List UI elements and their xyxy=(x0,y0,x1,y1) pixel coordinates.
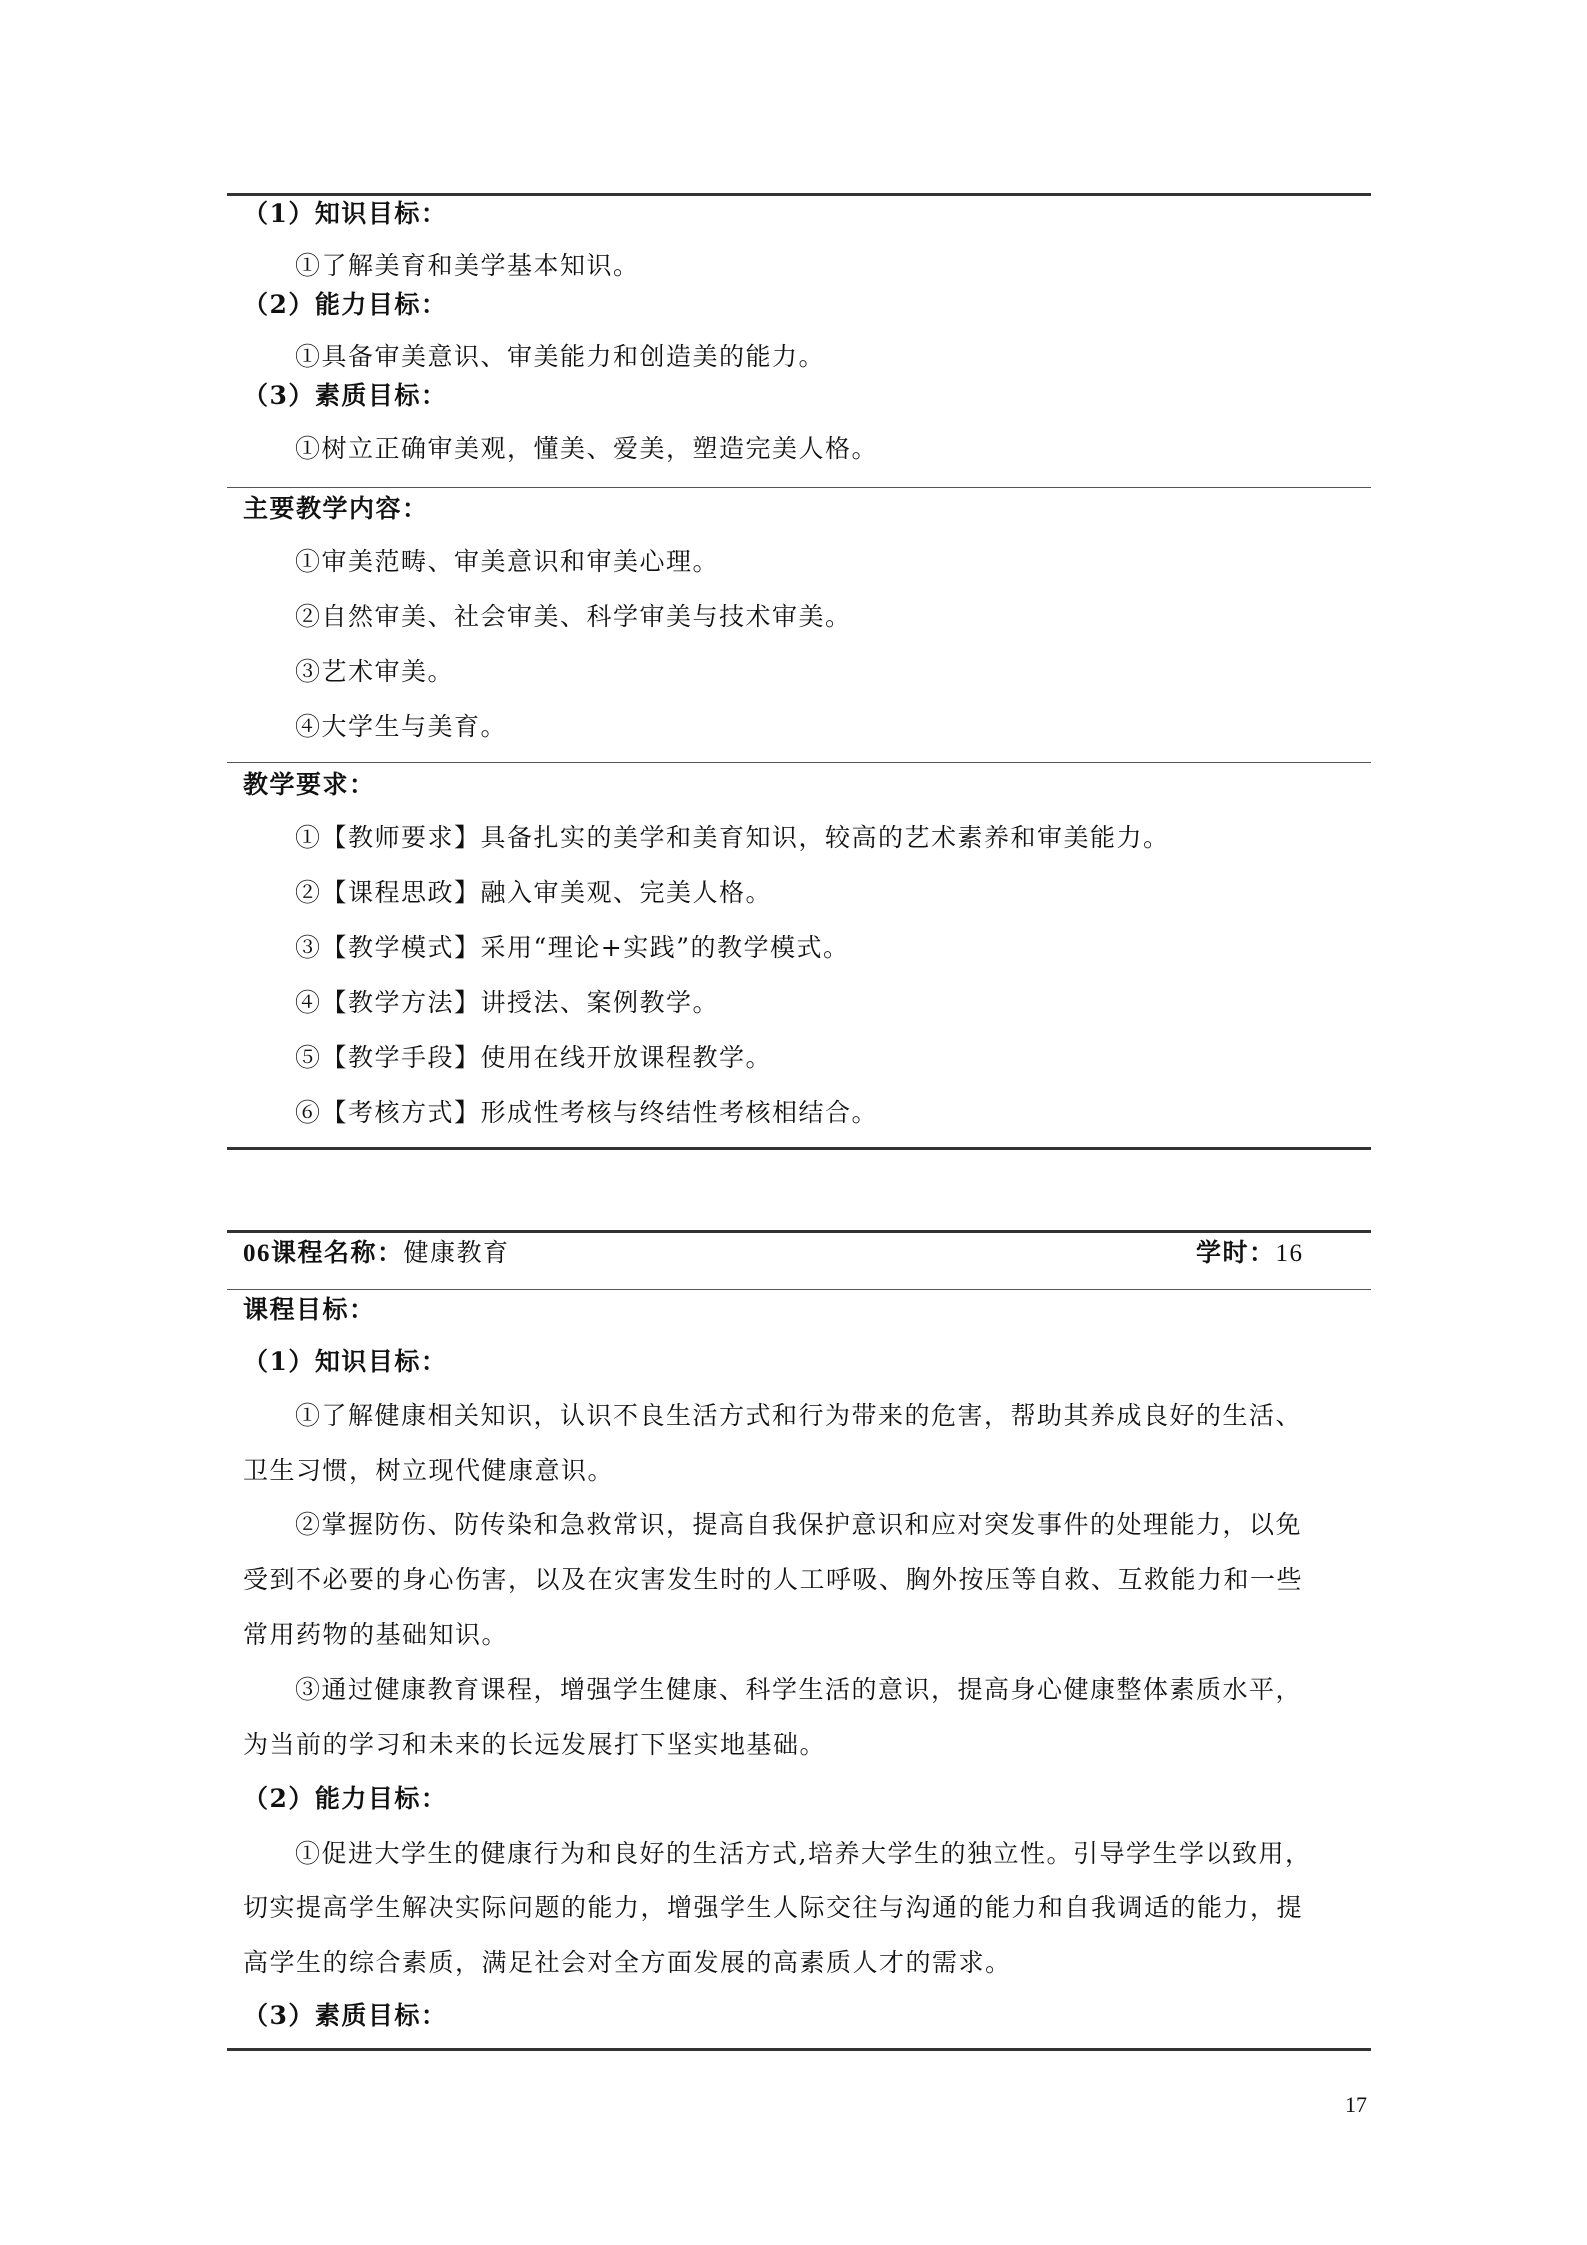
knowledge-paragraph-line: ③通过健康教育课程，增强学生健康、科学生活的意识，提高身心健康整体素质水平， xyxy=(295,1675,1303,1704)
course-title-row xyxy=(243,1237,1363,1270)
knowledge-paragraph-line: ②掌握防伤、防传染和急救常识，提高自我保护意识和应对突发事件的处理能力，以免 xyxy=(295,1510,1303,1539)
ability-objective-heading: （2）能力目标： xyxy=(243,290,448,319)
teaching-requirements-heading: 教学要求： xyxy=(243,770,376,799)
main-content-heading: 主要教学内容： xyxy=(243,494,429,523)
ability-paragraph-line: ①促进大学生的健康行为和良好的生活方式,培养大学生的独立性。引导学生学以致用， xyxy=(295,1839,1312,1868)
table-bottom-rule xyxy=(227,2048,1371,2051)
knowledge-objective-heading: （1）知识目标： xyxy=(243,199,448,228)
requirement-item: ⑤【教学手段】使用在线开放课程教学。 xyxy=(295,1043,773,1072)
content-item: ③艺术审美。 xyxy=(295,657,455,686)
knowledge-paragraph-line: 受到不必要的身心伤害，以及在灾害发生时的人工呼吸、胸外按压等自救、互救能力和一些 xyxy=(243,1565,1304,1594)
section-divider xyxy=(227,762,1371,763)
knowledge-objective-heading: （1）知识目标： xyxy=(243,1347,448,1376)
course-hours xyxy=(1196,1237,1304,1270)
table-bottom-rule xyxy=(227,1147,1371,1150)
knowledge-objective-item: ①了解美育和美学基本知识。 xyxy=(295,251,640,280)
course-name: 健康教育 xyxy=(403,1238,510,1267)
course-table-health-education xyxy=(227,1230,1371,2030)
knowledge-paragraph-line: 为当前的学习和未来的长远发展打下坚实地基础。 xyxy=(243,1730,827,1759)
requirement-item: ①【教师要求】具备扎实的美学和美育知识，较高的艺术素养和审美能力。 xyxy=(295,823,1170,852)
requirement-item: ③【教学模式】采用“理论+实践”的教学模式。 xyxy=(295,933,850,962)
table-top-rule xyxy=(227,1230,1371,1233)
knowledge-paragraph-line: 常用药物的基础知识。 xyxy=(243,1620,509,1649)
ability-paragraph-line: 切实提高学生解决实际问题的能力，增强学生人际交往与沟通的能力和自我调适的能力，提 xyxy=(243,1893,1304,1922)
quality-objective-item: ①树立正确审美观，懂美、爱美，塑造完美人格。 xyxy=(295,434,879,463)
course-table-aesthetics xyxy=(227,193,1371,1153)
section-divider xyxy=(227,487,1371,488)
quality-objective-heading: （3）素质目标： xyxy=(243,381,448,410)
quality-objective-heading: （3）素质目标： xyxy=(243,2001,448,2030)
hours-value: 16 xyxy=(1275,1240,1304,1267)
content-item: ②自然审美、社会审美、科学审美与技术审美。 xyxy=(295,602,852,631)
knowledge-paragraph-line: 卫生习惯，树立现代健康意识。 xyxy=(243,1456,615,1485)
section-divider xyxy=(227,1289,1371,1290)
course-number: 06 xyxy=(243,1240,271,1267)
content-item: ①审美范畴、审美意识和审美心理。 xyxy=(295,547,720,576)
ability-objective-heading: （2）能力目标： xyxy=(243,1784,448,1813)
ability-objective-item: ①具备审美意识、审美能力和创造美的能力。 xyxy=(295,342,826,371)
content-item: ④大学生与美育。 xyxy=(295,712,508,741)
requirement-item: ④【教学方法】讲授法、案例教学。 xyxy=(295,988,720,1017)
ability-paragraph-line: 高学生的综合素质，满足社会对全方面发展的高素质人才的需求。 xyxy=(243,1948,1012,1977)
table-top-rule xyxy=(227,193,1371,196)
course-objectives-heading: 课程目标： xyxy=(243,1295,376,1324)
course-name-label: 课程名称： xyxy=(271,1238,404,1267)
requirement-item: ②【课程思政】融入审美观、完美人格。 xyxy=(295,878,773,907)
hours-label: 学时： xyxy=(1196,1238,1276,1267)
knowledge-paragraph-line: ①了解健康相关知识，认识不良生活方式和行为带来的危害，帮助其养成良好的生活、 xyxy=(295,1401,1303,1430)
requirement-item: ⑥【考核方式】形成性考核与终结性考核相结合。 xyxy=(295,1098,879,1127)
page-number: 17 xyxy=(1345,2092,1367,2117)
